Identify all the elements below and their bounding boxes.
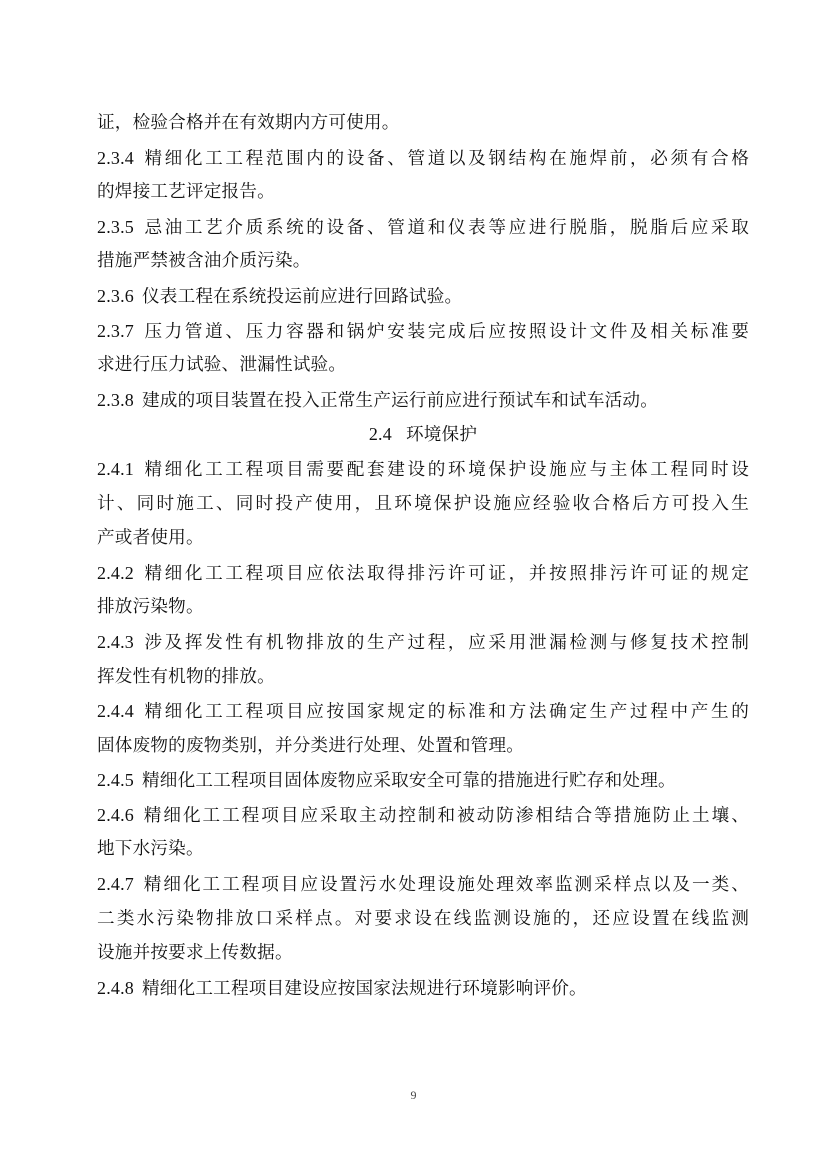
section-2-4-body <box>97 452 749 1006</box>
clause-continuation-line <box>97 729 749 764</box>
clause-line <box>97 625 749 660</box>
clause-continuation-line <box>97 244 749 279</box>
clause-number: 2.4.1 <box>97 458 134 479</box>
clause-text: 精细化工工程项目应采取主动控制和被动防渗相结合等措施防止土壤、 <box>142 805 749 826</box>
clause-continuation-line <box>97 902 749 937</box>
document-page <box>97 106 749 1005</box>
clause-number: 2.3.7 <box>97 320 134 341</box>
clause-text: 精细化工工程项目建设应按国家法规进行环境影响评价。 <box>142 978 587 999</box>
clause-text: 设施并按要求上传数据。 <box>97 943 293 964</box>
clause-continuation-line <box>97 348 749 383</box>
clause-text: 精细化工工程项目应依法取得排污许可证，并按照排污许可证的规定 <box>142 563 749 584</box>
clause-text: 计、同时施工、同时投产使用，且环境保护设施应经验收合格后方可投入生 <box>97 493 749 514</box>
page-number: 9 <box>410 1088 417 1102</box>
clause-text: 求进行压力试验、泄漏性试验。 <box>97 355 347 376</box>
clause-number: 2.4.5 <box>97 770 134 791</box>
clause-continuation-line <box>97 936 749 971</box>
clause-text: 建成的项目装置在投入正常生产运行前应进行预试车和试车活动。 <box>142 390 659 411</box>
clause-line <box>97 141 749 176</box>
clause-continuation-line <box>97 106 749 141</box>
clause-continuation-line <box>97 832 749 867</box>
section-heading <box>97 417 749 452</box>
clause-text: 精细化工工程项目固体废物应采取安全可靠的措施进行贮存和处理。 <box>142 771 676 792</box>
clause-number: 2.3.6 <box>97 285 134 306</box>
clause-text: 固体废物的废物类别，并分类进行处理、处置和管理。 <box>97 735 525 756</box>
clause-text: 产或者使用。 <box>97 528 204 549</box>
clause-line <box>97 763 749 798</box>
clause-text: 措施严禁被含油介质污染。 <box>97 251 311 272</box>
clause-text: 压力管道、压力容器和锅炉安装完成后应按照设计文件及相关标准要 <box>142 321 749 342</box>
clause-text: 证，检验合格并在有效期内方可使用。 <box>97 113 400 133</box>
clause-text: 精细化工工程范围内的设备、管道以及钢结构在施焊前，必须有合格 <box>142 148 749 169</box>
section-2-3-continuation <box>97 106 749 417</box>
section-heading-number: 2.4 <box>368 424 392 445</box>
clause-text: 仪表工程在系统投运前应进行回路试验。 <box>142 286 463 307</box>
clause-line <box>97 383 749 418</box>
clause-text: 精细化工工程项目应按国家规定的标准和方法确定生产过程中产生的 <box>142 702 749 723</box>
clause-text: 排放污染物。 <box>97 597 204 618</box>
clause-number: 2.3.8 <box>97 389 134 410</box>
clause-line <box>97 314 749 349</box>
section-heading-title: 环境保护 <box>405 425 478 446</box>
clause-number: 2.4.6 <box>97 804 134 825</box>
clause-continuation-line <box>97 487 749 522</box>
clause-line <box>97 210 749 245</box>
clause-number: 2.4.8 <box>97 977 134 998</box>
clause-text: 地下水污染。 <box>97 839 204 860</box>
clause-line <box>97 971 749 1006</box>
clause-text: 精细化工工程项目应设置污水处理设施处理效率监测采样点以及一类、 <box>142 875 749 896</box>
clause-text: 涉及挥发性有机物排放的生产过程，应采用泄漏检测与修复技术控制 <box>142 632 749 653</box>
clause-text: 二类水污染物排放口采样点。对要求设在线监测设施的，还应设置在线监测 <box>97 908 749 929</box>
clause-number: 2.4.2 <box>97 562 134 583</box>
clause-line <box>97 798 749 833</box>
clause-text: 忌油工艺介质系统的设备、管道和仪表等应进行脱脂，脱脂后应采取 <box>142 217 749 238</box>
clause-continuation-line <box>97 521 749 556</box>
clause-continuation-line <box>97 175 749 210</box>
clause-text: 挥发性有机物的排放。 <box>97 666 275 687</box>
clause-continuation-line <box>97 590 749 625</box>
clause-number: 2.4.4 <box>97 701 134 722</box>
clause-text: 精细化工工程项目需要配套建设的环境保护设施应与主体工程同时设 <box>142 459 749 480</box>
clause-text: 的焊接工艺评定报告。 <box>97 182 275 203</box>
clause-number: 2.4.7 <box>97 874 134 895</box>
clause-line <box>97 694 749 729</box>
clause-number: 2.3.5 <box>97 216 134 237</box>
clause-number: 2.4.3 <box>97 631 134 652</box>
clause-line <box>97 867 749 902</box>
clause-line <box>97 279 749 314</box>
clause-continuation-line <box>97 660 749 695</box>
clause-line <box>97 556 749 591</box>
clause-line <box>97 452 749 487</box>
clause-number: 2.3.4 <box>97 147 134 168</box>
